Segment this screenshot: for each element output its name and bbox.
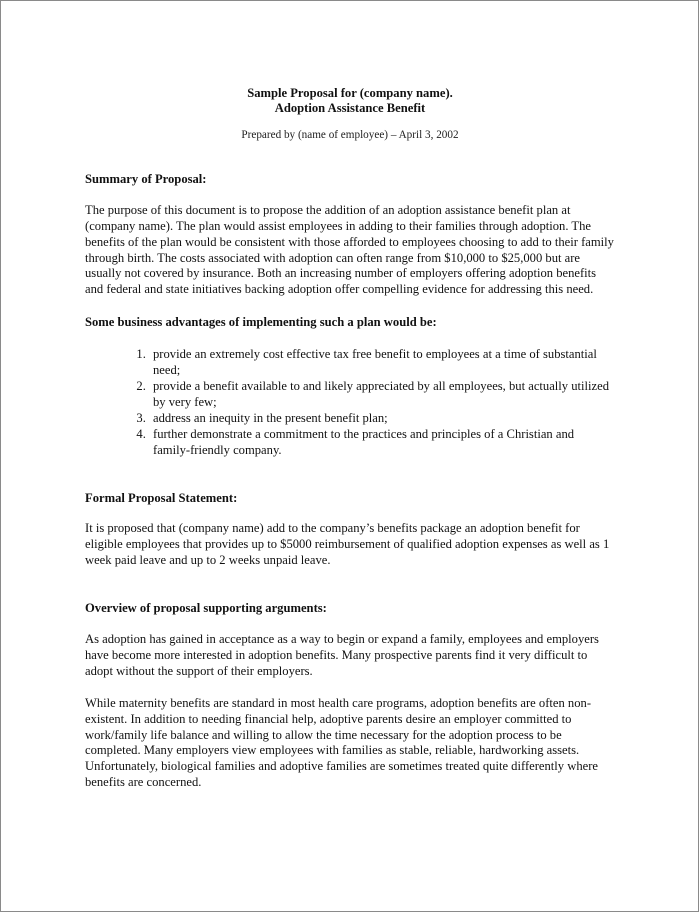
advantage-item: 1. provide an extremely cost effective tax free benefit to employees at a time of substantial need; (149, 347, 609, 379)
document-subtitle: Adoption Assistance Benefit (274, 101, 426, 115)
advantages-list (85, 347, 609, 458)
document-body (85, 86, 615, 791)
advantage-item: 4. further demonstrate a commitment to the practices and principles of a Christian and family-friendly company. (149, 427, 609, 459)
overview-heading: Overview of proposal supporting arguments: (85, 601, 327, 616)
summary-heading: Summary of Proposal: (85, 171, 207, 186)
advantage-item: 3. address an inequity in the present benefit plan; (149, 411, 609, 427)
title-block (85, 86, 615, 116)
formal-statement-heading: Formal Proposal Statement: (85, 490, 238, 505)
formal-statement-paragraph: It is proposed that (company name) add to the company’s benefits package an adoption benefit for eligible employees that provides up to $5000 reimbursement of qualified adoption expenses as well as 1 week paid leave and up to 2 weeks unpaid leave. (85, 521, 610, 568)
summary-paragraph: The purpose of this document is to propose the addition of an adoption assistance benefit plan at (company name). The plan would assist employees in adding to their families through adoption. The benefits of the plan would be consistent with those afforded to employees choosing to add to their family through birth. The costs associated with adoption can often range from $10,000 to $25,000 but are usually not covered by insurance. Both an increasing number of employers offering adoption benefits and federal and state initiatives backing adoption offer compelling evidence for addressing this need. (85, 202, 614, 297)
prepared-by-line: Prepared by (name of employee) – April 3, 2002 (241, 129, 459, 141)
advantage-item: 2. provide a benefit available to and likely appreciated by all employees, but actually utilized by very few; (149, 379, 609, 411)
advantages-heading: Some business advantages of implementing such a plan would be: (85, 315, 437, 330)
overview-paragraph: While maternity benefits are standard in most health care programs, adoption benefits are often non-existent. In addition to needing financial help, adoptive parents desire an employer committed to work/family life balance and willing to allow the time necessary for the adoption process to be completed. Many employers view employees with families as stable, reliable, hardworking assets. Unfortunately, biological families and adoptive families are sometimes treated quite differently where benefits are concerned. (85, 695, 599, 790)
overview-paragraph: As adoption has gained in acceptance as a way to begin or expand a family, employees and employers have become more interested in adoption benefits. Many prospective parents find it very difficult to adopt without the support of their employers. (85, 632, 599, 678)
document-title: Sample Proposal for (company name). (247, 86, 453, 100)
